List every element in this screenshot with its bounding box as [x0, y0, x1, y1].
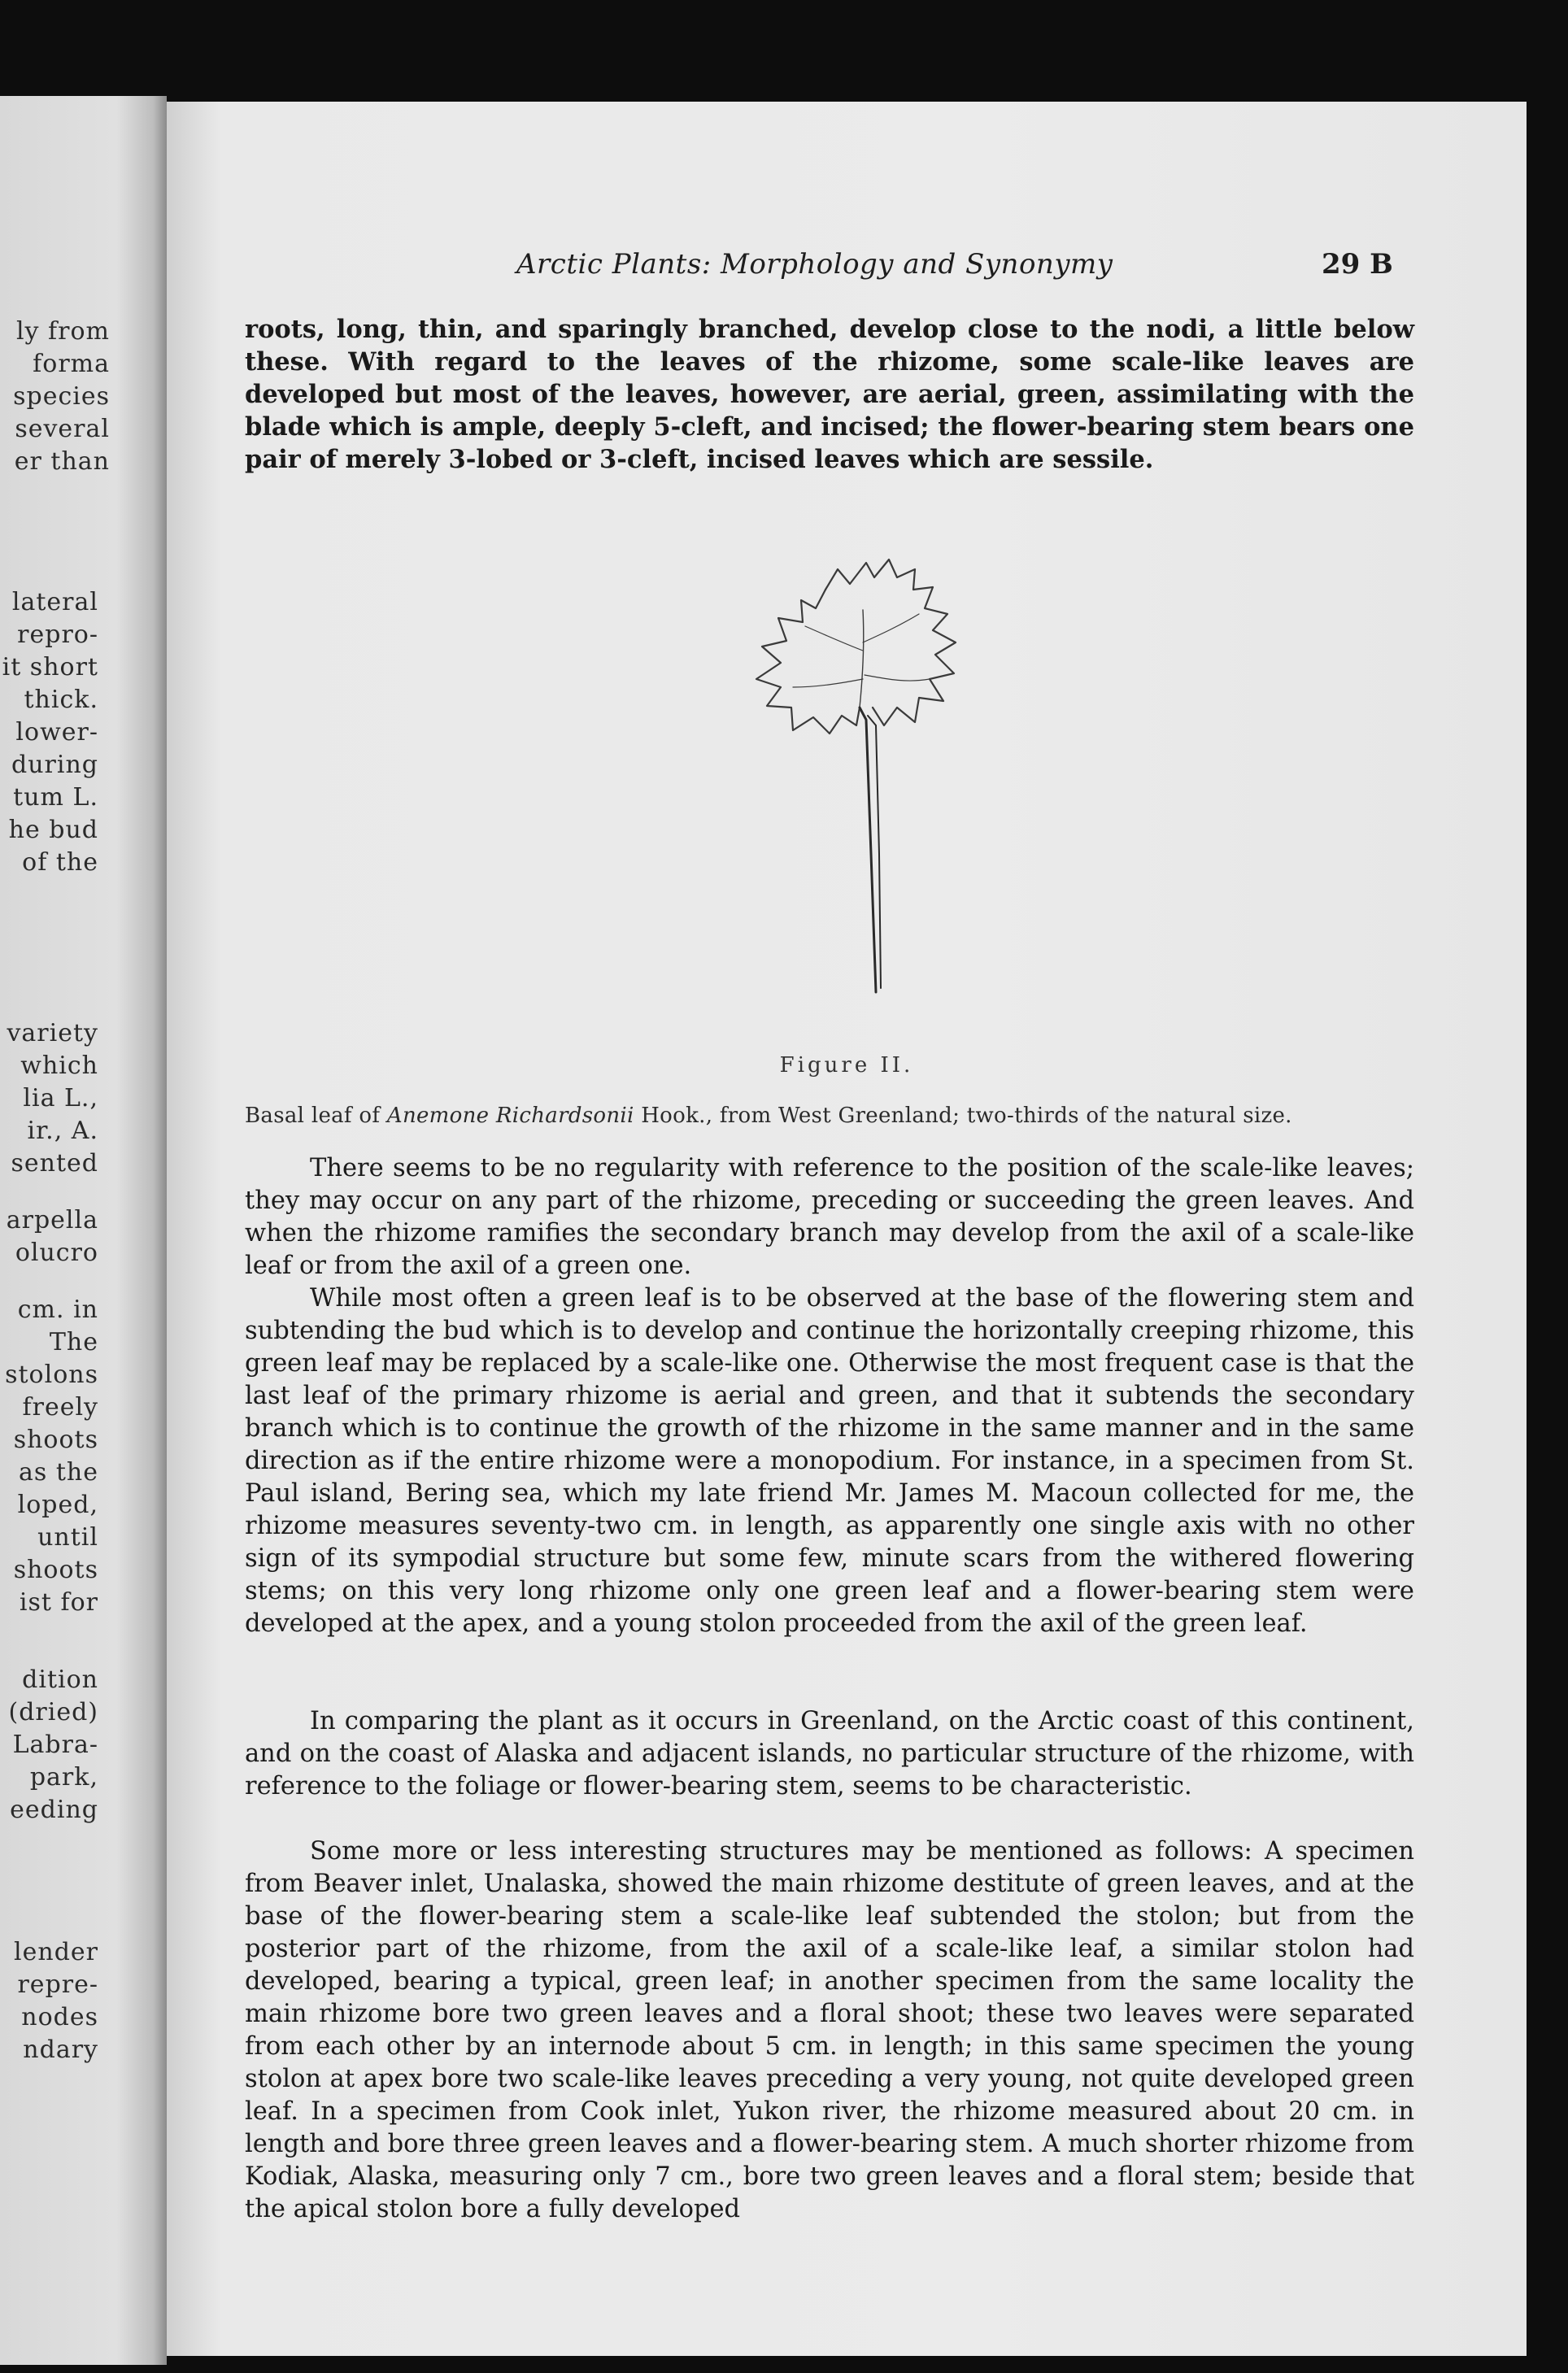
- left-text-fragment: eeding: [10, 1796, 98, 1824]
- figure-caption: [245, 1104, 1414, 1128]
- left-text-fragment: ndary: [23, 2036, 98, 2064]
- paragraph-4: In comparing the plant as it occurs in Greenland, on the Arctic coast of this continent, and on the coast of Alaska and adjacent islands, no particular structure of the rhizome, with reference to the foliage or flower-bearing stem, seems to be characteristic.: [245, 1707, 1414, 1800]
- leaf-blade-illustration: [756, 560, 956, 734]
- left-text-fragment: sented: [11, 1149, 98, 1178]
- main-page: [167, 102, 1527, 2356]
- left-text-fragment: repre-: [17, 1970, 98, 1999]
- left-text-fragment: several: [15, 415, 110, 443]
- left-text-fragment: er than: [14, 447, 110, 476]
- left-text-fragment: repro-: [17, 620, 98, 649]
- left-page-fragment: [0, 96, 167, 2365]
- left-text-fragment: shoots: [13, 1556, 98, 1584]
- left-text-fragment: forma: [33, 350, 110, 378]
- paragraph-2: There seems to be no regularity with reference to the position of the scale-like leaves; they may occur on any part of the rhizome, preceding or succeeding the green leaves. And when the rhizome ramifies the secondary branch may develop from the axil of a scale-like leaf or from the axil of a green one.: [245, 1154, 1414, 1280]
- left-text-fragment: species: [13, 382, 110, 411]
- left-text-fragment: lateral: [11, 588, 98, 616]
- caption-prefix: Basal leaf of: [245, 1104, 387, 1128]
- left-text-fragment: shoots: [13, 1426, 98, 1454]
- left-text-fragment: he bud: [8, 816, 98, 844]
- leaf-petiole-illustration: [860, 708, 881, 992]
- left-text-fragment: variety: [7, 1019, 98, 1047]
- left-text-fragment: arpella: [6, 1206, 98, 1234]
- paragraph-5: Some more or less interesting structures may be mentioned as follows: A specimen from Beaver inlet, Unalaska, showed the main rhizome destitute of green leaves, and at the base of the flower-bearing stem a scale-like leaf subtended the stolon; but from the posterior part of the rhizome, from the axil of a scale-like leaf, a similar stolon had developed, bearing a typical, green leaf; in another specimen from the same locality the main rhizome bore two green leaves and a floral shoot; these two leaves were separated from each other by an internode about 5 cm. in length; in this same specimen the young stolon at apex bore two scale-like leaves preceding a very young, not quite developed green leaf. In a specimen from Cook inlet, Yukon river, the rhizome measured about 20 cm. in length and bore three green leaves and a flower-bearing stem. A much shorter rhizome from Kodiak, Alaska, measuring only 7 cm., bore two green leaves and a floral stem; beside that the apical stolon bore a fully developed: [245, 1837, 1414, 2223]
- left-text-fragment: nodes: [21, 2003, 98, 2031]
- leaf-figure: [671, 512, 1045, 1017]
- left-text-fragment: The: [49, 1328, 98, 1356]
- left-text-fragment: park,: [29, 1763, 98, 1792]
- left-text-fragment: of the: [22, 848, 98, 877]
- left-text-fragment: as the: [19, 1458, 98, 1487]
- left-text-fragment: thick.: [24, 686, 98, 714]
- left-text-fragment: (dried): [8, 1698, 98, 1726]
- left-text-fragment: lia L.,: [23, 1084, 98, 1112]
- left-text-fragment: dition: [22, 1665, 98, 1694]
- left-text-fragment: ir., A.: [27, 1117, 98, 1145]
- caption-suffix: Hook., from West Greenland; two-thirds of the natural size.: [634, 1104, 1292, 1128]
- left-text-fragment: during: [11, 751, 98, 779]
- left-text-fragment: olucro: [15, 1239, 98, 1267]
- left-text-fragment: lender: [14, 1938, 98, 1966]
- running-title: Arctic Plants: Morphology and Synonymy: [516, 248, 1113, 281]
- left-text-fragment: until: [37, 1523, 98, 1552]
- left-text-fragment: tum L.: [13, 783, 98, 812]
- page-number: 29 B: [1322, 248, 1393, 281]
- paragraph-1: roots, long, thin, and sparingly branched, develop close to the nodi, a little below these. With regard to the leaves of the rhizome, some scale-like leaves are developed but most of the leaves, however, are aerial, green, assimilating with the blade which is ample, deeply 5-cleft, and incised; the flower-bearing stem bears one pair of merely 3-lobed or 3-cleft, incised leaves which are sessile.: [245, 315, 1414, 474]
- left-text-fragment: Labra-: [12, 1731, 98, 1759]
- figure-title: Figure II.: [779, 1053, 914, 1078]
- left-text-fragment: cm. in: [17, 1295, 98, 1324]
- left-text-fragment: it short: [2, 653, 98, 681]
- caption-species: Anemone Richardsonii: [386, 1104, 634, 1128]
- left-text-fragment: loped,: [17, 1491, 98, 1519]
- left-text-fragment: ist for: [19, 1588, 98, 1617]
- left-text-fragment: freely: [22, 1393, 98, 1422]
- page-header: [167, 248, 1527, 289]
- left-text-fragment: lower-: [15, 718, 98, 747]
- left-text-fragment: ly from: [15, 317, 110, 346]
- paragraph-3: While most often a green leaf is to be observed at the base of the flowering stem and subtending the bud which is to develop and continue the horizontally creeping rhizome, this green leaf may be replaced by a scale-like one. Otherwise the most frequent case is that the last leaf of the primary rhizome is aerial and green, and that it subtends the secondary branch which is to continue the growth of the rhizome in the same manner and in the same direction as if the entire rhizome were a monopodium. For instance, in a specimen from St. Paul island, Bering sea, which my late friend Mr. James M. Macoun collected for me, the rhizome measures seventy-two cm. in length, as apparently one single axis with no other sign of its sympodial structure but some few, minute scars from the withered flowering stems; on this very long rhizome only one green leaf and a flower-bearing stem were developed at the apex, and a young stolon proceeded from the axil of the green leaf.: [245, 1284, 1414, 1638]
- left-text-fragment: which: [20, 1052, 98, 1080]
- left-text-fragment: stolons: [5, 1361, 98, 1389]
